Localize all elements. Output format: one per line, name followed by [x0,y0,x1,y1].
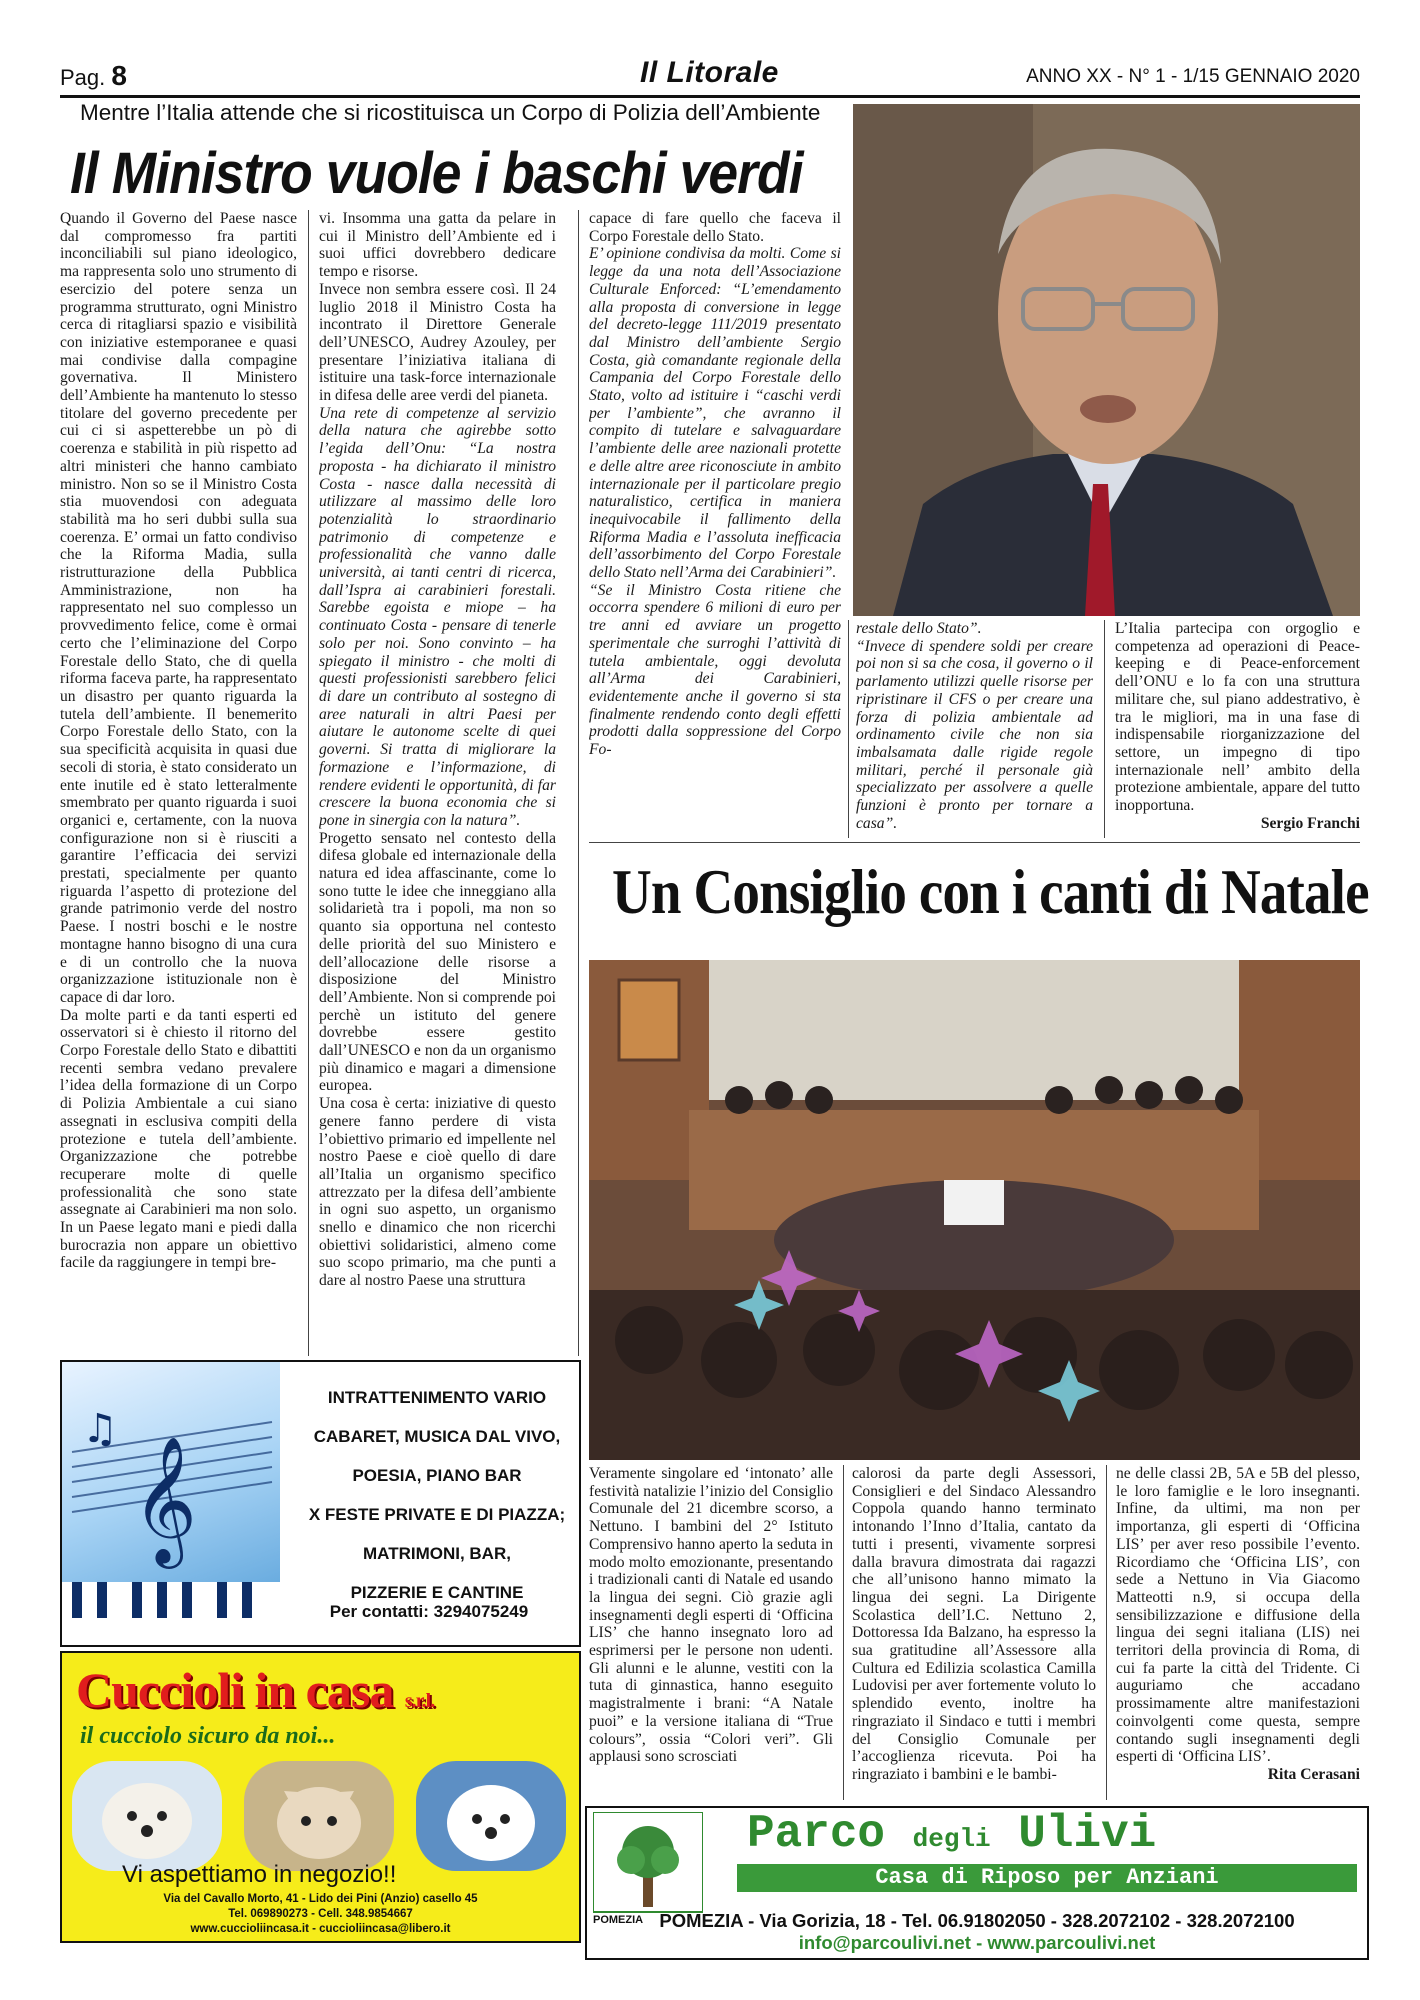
cuccioli-in-casa-ad[interactable] [60,1651,581,1943]
council-hall-photo [589,960,1360,1460]
parco-ad-title [747,1808,1156,1860]
article1-col2-para: Una cosa è certa: iniziative di questo genere fanno perdere di vista l’obiettivo primario ed impellente nel nostro Paese e cioè quello di dare all’Italia un organismo specifico attrezzato per la difesa dell’ambiente in ogni suo aspetto, un organismo snello e dinamico che non ricerchi obiettivi solidaristici, almeno come suo scopo primario, ma che punti a dare al nostro Paese una struttura [319,1095,556,1290]
article1-col2-para: Invece non sembra essere così. Il 24 luglio 2018 il Ministro Costa ha incontrato il Direttore Generale dell’UNESCO, Audrey Azouley, per presentare l’iniziativa italiana di istituire una task-force internazionale in difesa delle aree verdi del pianeta. [319,280,556,405]
masthead: Il Litorale [640,56,779,89]
minister-portrait-photo [853,104,1360,616]
article2-author: Rita Cerasani [1267,1765,1360,1783]
music-ad-contact[interactable]: Per contatti: 3294075249 [329,1602,529,1621]
column-divider [308,210,309,1356]
article1-col3-quote: “Se il Ministro Costa ritiene che occorra spendere 6 milioni di euro per tre anni ed avviare un progetto sperimentale che surroghi l’attività di tutela ambientale, oggi devoluta all’Arma dei Carabinieri, evidentemente anche il governo si sta finalmente rendendo conto degli effetti prodotti dalla soppressione del Corpo Fo- [589,581,841,759]
parco-ad-subtitle: Casa di Riposo per Anziani [737,1864,1357,1892]
article2-column-3 [1116,1465,1360,1800]
page-label: Pag. [60,65,106,90]
music-ad-line: X FESTE PRIVATE E DI PIAZZA; [308,1505,566,1524]
column-divider [843,1465,844,1800]
cuccioli-ad-title [76,1661,434,1719]
article1-col1-para: Quando il Governo del Paese nasce dal compromesso fra partiti inconciliabili sul piano ideologico, ma rappresenta solo uno strumento di esercizio del potere senza un programma strutturato, ogni Ministro cerca di ritagliarsi spazio e visibilità con iniziative estemporanee e quasi mai condivise dalla compagine governativa. Il Ministero dell’Ambiente ha mantenuto lo stesso titolare del governo precedente per cui ci si aspetterebbe un pò di coerenza e stabilità in più rispetto ad altri ministeri che hanno cambiato ministro. Non so se il Ministro Costa stia muovendosi con adeguata stabilità ma ho seri dubbi sulla sua coerenza. E’ ormai un fatto condiviso che la Riforma Madia, sulla ristrutturazione della Pubblica Amministrazione, non ha rappresentato nel suo complesso un provvedimento felice, come è ormai certo che l’eliminazione del Corpo Forestale dello Stato, che di quella riforma faceva parte, ha rappresentato un disastro per quanto riguarda la tutela dell’ambiente. Il benemerito Corpo Forestale dello Stato, con la sua specificità acquisita in quasi due secoli di storia, è stato considerato un ente inutile ed è stato letteralmente smembrato per quanto riguarda i suoi organici e, certamente, con la nuova configurazione non si è riusciti a garantire l’efficacia dei servizi prestati, specialmente per quanto riguarda l’aspetto di protezione del grande patrimonio verde del nostro Paese. I nostri boschi e le nostre montagne hanno bisogno di una cura e di un controllo che la nuova organizzazione istituzionale non è capace di dar loro. [60,210,297,1006]
column-divider [578,210,579,1356]
music-ad-line: CABARET, MUSICA DAL VIVO, [313,1427,561,1446]
article1-column-4 [856,620,1093,830]
article1-col5-para: L’Italia partecipa con orgoglio e competenza ad operazioni di Peace-keeping e di Peace-enforcement dell’ONU e lo fa con una struttura militare che, sul piano addestrativo, è tra le migliori, ma in una fase di indispensabile riorganizzazione del settore, un impegno di tipo internazionale nell’ ambito della protezione ambientale, appare del tutto inopportuna. [1115,620,1360,815]
page-number [60,60,127,92]
header-rule [60,95,1360,98]
article1-column-2 [319,210,556,1356]
article1-col2-quote: Una rete di competenze al servizio della natura che agirebbe sotto l’egida dell’Onu: “La nostra proposta - ha dichiarato il ministro Costa - nasce dalla necessità di utilizzare al massimo delle loro potenzialità lo straordinario patrimonio di competenze e professionalità che vanno dalle università, ai tanti centri di ricerca, dall’Ispra ai carabinieri forestali. Sarebbe egoista e miope – ha continuato Costa - pensare di tenerle solo per noi. Sono convinto – ha spiegato il ministro - che molti di questi professionisti sarebbero felici di dare un contributo al sostegno di aree naturali in altri Paesi per aiutare le autonome scelte di quei governi. Si tratta di migliorare la formazione e l’informazione, di rendere evidenti le opportunità, di far crescere la buona economia che si pone in sinergia con la natura”. [319,404,556,829]
article1-col4-quote: “Invece di spendere soldi per creare poi non si sa che cosa, il governo o il parlamento utilizzi quelle risorse per ripristinare il CFS o per creare una forza di polizia ambientale ad ordinamento civile che non sia imbalsamata dalle rigide regole militari, perché il personale già specializzato per assolvere a quelle funzioni è pronto per tornare a casa”. [856,637,1093,830]
article2-col3-text: ne delle classi 2B, 5A e 5B del plesso, le loro famiglie e le loro insegnanti. Infine, da ultimi, ma non per importanza, gli esperti di ‘Officina LIS’ per aver reso possibile l’evento. Ricordiamo che ‘Officina LIS’, con sede a Nettuno in Via Giacomo Matteotti n.9, si occupa della sensibilizzazione e diffusione della lingua dei segni italiana (LIS) nei territori della provincia di Roma, di cui fa parte la città del Tridente. Ci auguriamo che accadano prossimamente altre manifestazioni coinvolgenti come questa, sempre contando sugli insegnamenti degli esperti di ‘Officina LIS’. [1116,1465,1360,1766]
article1-column-5 [1115,620,1360,838]
article1-kicker: Mentre l’Italia attende che si ricostituisca un Corpo di Polizia dell’Ambiente [80,100,821,125]
page-number-value: 8 [111,60,127,91]
parco-ad-title-b: degli [912,1824,991,1854]
cuccioli-ad-name: Cuccioli in casa [76,1662,394,1718]
section-divider [589,842,1360,843]
article2-col1-text: Veramente singolare ed ‘intonato’ alle festività natalizie l’inizio del Consiglio Comunale del 21 dicembre scorso, a Nettuno. I bambini del 2° Istituto Comprensivo hanno aperto la seduta in modo molto emozionante, presentando i tradizionali canti di Natale ed usando la lingua dei segni. Ciò grazie agli insegnamenti degli esperti di ‘Officina LIS’ che hanno insegnato loro ad esprimersi per le persone non udenti. Gli alunni e le alunne, vestiti con la tuta di ginnastica, hanno eseguito magistralmente i brani: “A Natale puoi” e la versione italiana di “True colours”, ossia “Colori veri”. Gli applausi sono scrosciati [589,1465,833,1766]
music-ad-line: INTRATTENIMENTO VARIO [327,1388,547,1407]
svg-text:♫: ♫ [82,1406,118,1452]
council-hall-icon [589,960,1360,1460]
parco-ad-title-c: Ulivi [1018,1808,1157,1860]
parco-ad-address[interactable]: POMEZIA - Via Gorizia, 18 - Tel. 06.91802050 - 328.2072102 - 328.2072100 [659,1910,1295,1931]
article1-col1-para: Da molte parti e da tanti esperti ed osservatori si è chiesto il ritorno del Corpo Forestale dello Stato e dibattiti recenti sembra vedano prevalere l’idea della formazione di un Corpo di Polizia Ambientale a cui siano assegnati in esclusiva compiti della protezione e tutela dell’ambiente. Organizzazione che potrebbe recuperare molte di quelle professionalità che sono state assegnate ai Carabinieri ma non solo. In un Paese legato mani e piedi dalla burocrazia non appare un obiettivo facile da raggiungere in tempi bre- [60,1006,297,1272]
parco-ad-title-a: Parco [747,1808,886,1860]
svg-text:𝄞: 𝄞 [132,1435,198,1563]
olive-tree-icon [593,1812,703,1916]
cuccioli-ad-address: Via del Cavallo Morto, 41 - Lido dei Pini (Anzio) casello 45 [163,1893,478,1905]
parco-logo-caption: POMEZIA [593,1914,644,1926]
parco-ad-web[interactable]: info@parcoulivi.net - www.parcoulivi.net [798,1932,1156,1953]
column-divider [848,620,849,838]
article1-col2-para: vi. Insomma una gatta da pelare in cui il Ministro dell’Ambiente ed i suoi uffici dovrebbero dedicare tempo e risorse. [319,210,556,281]
article1-col3-quote: E’ opinione condivisa da molti. Come si legge da una nota dell’Associazione Culturale Enforced: “L’emendamento alla proposta di conversione in legge del decreto-legge 111/2019 presentato dal Ministro dell’ambiente Sergio Costa, già comandante regionale della Campania del Corpo Forestale dello Stato, volto ad istituire i “caschi verdi per l’ambiente”, che avranno il compito di tutelare e salvaguardare l’ambiente delle aree nazionali protette e delle altre aree riconosciute in ambito internazionale per il particolare pregio naturalistico, certifica in maniera inequivocabile il fallimento della Riforma Madia e l’assoluta inefficacia dell’assorbimento del Corpo Forestale dello Stato nell’Arma dei Carabinieri”. [589,245,841,582]
article2-column-1 [589,1465,833,1800]
article1-col3-para: capace di fare quello che faceva il Corpo Forestale dello Stato. [589,210,841,245]
parco-degli-ulivi-ad[interactable] [585,1806,1369,1960]
cuccioli-ad-suffix: s.r.l. [404,1690,435,1712]
puppy-photos [72,1761,569,1871]
article2-column-2 [852,1465,1096,1800]
music-entertainment-ad[interactable] [60,1360,581,1647]
music-ad-line: MATRIMONI, BAR, [363,1544,511,1563]
article1-headline: Il Ministro vuole i baschi verdi [70,141,803,206]
minister-portrait-icon [853,104,1360,616]
music-ad-line: POESIA, PIANO BAR [352,1466,522,1485]
article1-column-3 [589,210,841,838]
article1-column-1 [60,210,297,1356]
music-ad-services [302,1378,572,1612]
cuccioli-ad-web[interactable]: www.cuccioliincasa.it - cuccioliincasa@libero.it [190,1923,451,1935]
column-divider [1106,1465,1107,1800]
treble-clef-piano-icon [62,1362,280,1645]
issue-info: ANNO XX - N° 1 - 1/15 GENNAIO 2020 [1026,66,1360,87]
cuccioli-ad-phones[interactable]: Tel. 069890273 - Cell. 348.9854667 [228,1908,413,1920]
article1-col4-quote: restale dello Stato”. [856,620,982,637]
cuccioli-ad-slogan: il cucciolo sicuro da noi... [80,1723,336,1749]
article2-headline: Un Consiglio con i canti di Natale [612,856,1369,927]
article1-col2-para: Progetto sensato nel contesto della difesa globale ed internazionale della natura ed idea affascinante, come lo sono tutte le idee che inneggiano alla solidarietà tra i popoli, ma non so quanto sia opportuna nel contesto delle priorità del suo Ministero e dell’allocazione delle risorse a disposizione del Ministro dell’Ambiente. Non si comprende poi perchè un istituto del genere dovrebbe essere gestito dall’UNESCO e non da un organismo più dinamico e magari a dimensione europea. [319,829,556,1095]
column-divider [1104,620,1105,838]
cuccioli-ad-invite: Vi aspettiamo in negozio!! [122,1861,397,1888]
article2-col2-text: calorosi da parte degli Assessori, Consiglieri e del Sindaco Alessandro Coppola quando hanno terminato intonando l’Inno d’Italia, cantato da tutti i presenti, vivamente sorpresi dalla bravura dimostrata dai ragazzi che all’unisono hanno mimato la lingua dei segni. La Dirigente Scolastica dell’I.C. Nettuno 2, Dottoressa Ida Balzano, ha espresso la sua gratitudine all’Assessore alla Cultura ed Edilizia scolastica Camilla Ludovisi per aver fortemente voluto lo splendido evento, inoltre ha ringraziato il Sindaco e tutti i membri del Consiglio Comunale per l’accoglienza ricevuta. Poi ha ringraziato i bambini e le bambi- [852,1465,1096,1783]
music-ad-line: PIZZERIE E CANTINE [350,1583,524,1602]
article1-author: Sergio Franchi [1260,814,1360,832]
